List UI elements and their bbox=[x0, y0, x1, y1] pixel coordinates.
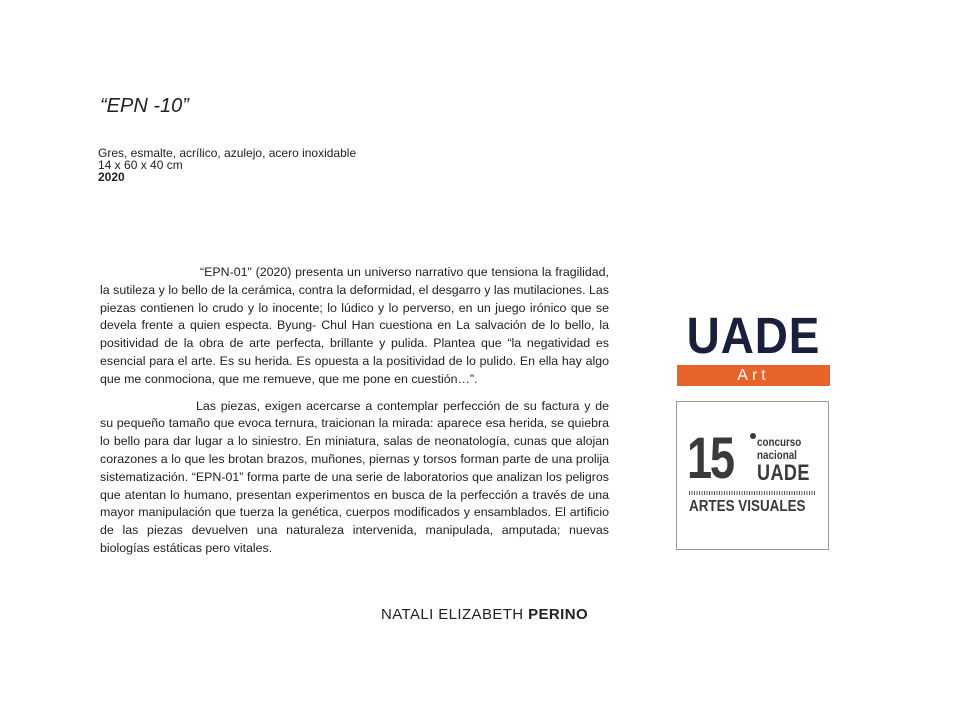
author-last-name: PERINO bbox=[528, 606, 589, 623]
artwork-year: 2020 bbox=[98, 170, 125, 184]
description-paragraph-1: “EPN-01" (2020) presenta un universo narrativo que tensiona la fragilidad, la sutileza y lo bello de la cerámica, contra la deformidad, el desgarro y las mutilaciones. Las piezas contienen lo crudo y lo inocente; lo lúdico y lo perverso, en un juego irónico que se devela frente a quien especta. Byung- Chul Han cuestiona en La salvación de lo bello, la positividad de la obra de arte perfecta, brillante y pulida. Plantea que “la negatividad es esencial para el arte. Es su herida. Es opuesta a la positividad de lo pulido. En ella hay algo que me conmociona, que me remueve, que me pone en cuestión…”. bbox=[100, 265, 609, 386]
author-first-names: NATALI ELIZABETH bbox=[381, 606, 524, 623]
contest-logo bbox=[676, 401, 829, 550]
uade-logo-word: UADE bbox=[686, 307, 821, 364]
contest-line-concurso: concurso bbox=[757, 435, 802, 449]
artwork-description bbox=[100, 264, 609, 558]
description-paragraph-2: Las piezas, exigen acercarse a contemplar perfección de su factura y de su pequeño tamaño que evoca ternura, traicionan la mirada: aparece esa herida, se quiebra lo bello para dar lugar a lo siniestro. En miniatura, salas de neonatología, cunas que alojan corazones a lo que les brotan brazos, muñones, piernas y torsos forman parte de una prolija sistematización. “EPN-01” forma parte de una serie de laboratorios que analizan los peligros que atentan lo humano, presentan experimentos en busca de la perfección a través de una mayor manipulación que tuerza la genética, cuerpos modificados y ensamblados. El artificio de las piezas devuelven una naturaleza intervenida, manipulada, amputada; nuevas biologías estáticas pero vitales. bbox=[100, 398, 609, 555]
artwork-materials: Gres, esmalte, acrílico, azulejo, acero inoxidable bbox=[98, 146, 357, 160]
artwork-title: “EPN -10” bbox=[100, 95, 189, 117]
uade-art-logo bbox=[677, 307, 830, 386]
author-name bbox=[381, 606, 588, 623]
contest-line-nacional: nacional bbox=[757, 448, 797, 462]
contest-number: 15 bbox=[687, 426, 733, 491]
uade-logo-art-bar: Art bbox=[677, 365, 830, 386]
contest-ruler-divider bbox=[689, 491, 815, 495]
artwork-dimensions: 14 x 60 x 40 cm bbox=[98, 158, 183, 172]
artwork-details bbox=[98, 147, 356, 183]
contest-category: ARTES VISUALES bbox=[689, 498, 806, 515]
contest-line-uade: UADE bbox=[757, 460, 810, 485]
contest-dot-icon bbox=[750, 433, 756, 439]
